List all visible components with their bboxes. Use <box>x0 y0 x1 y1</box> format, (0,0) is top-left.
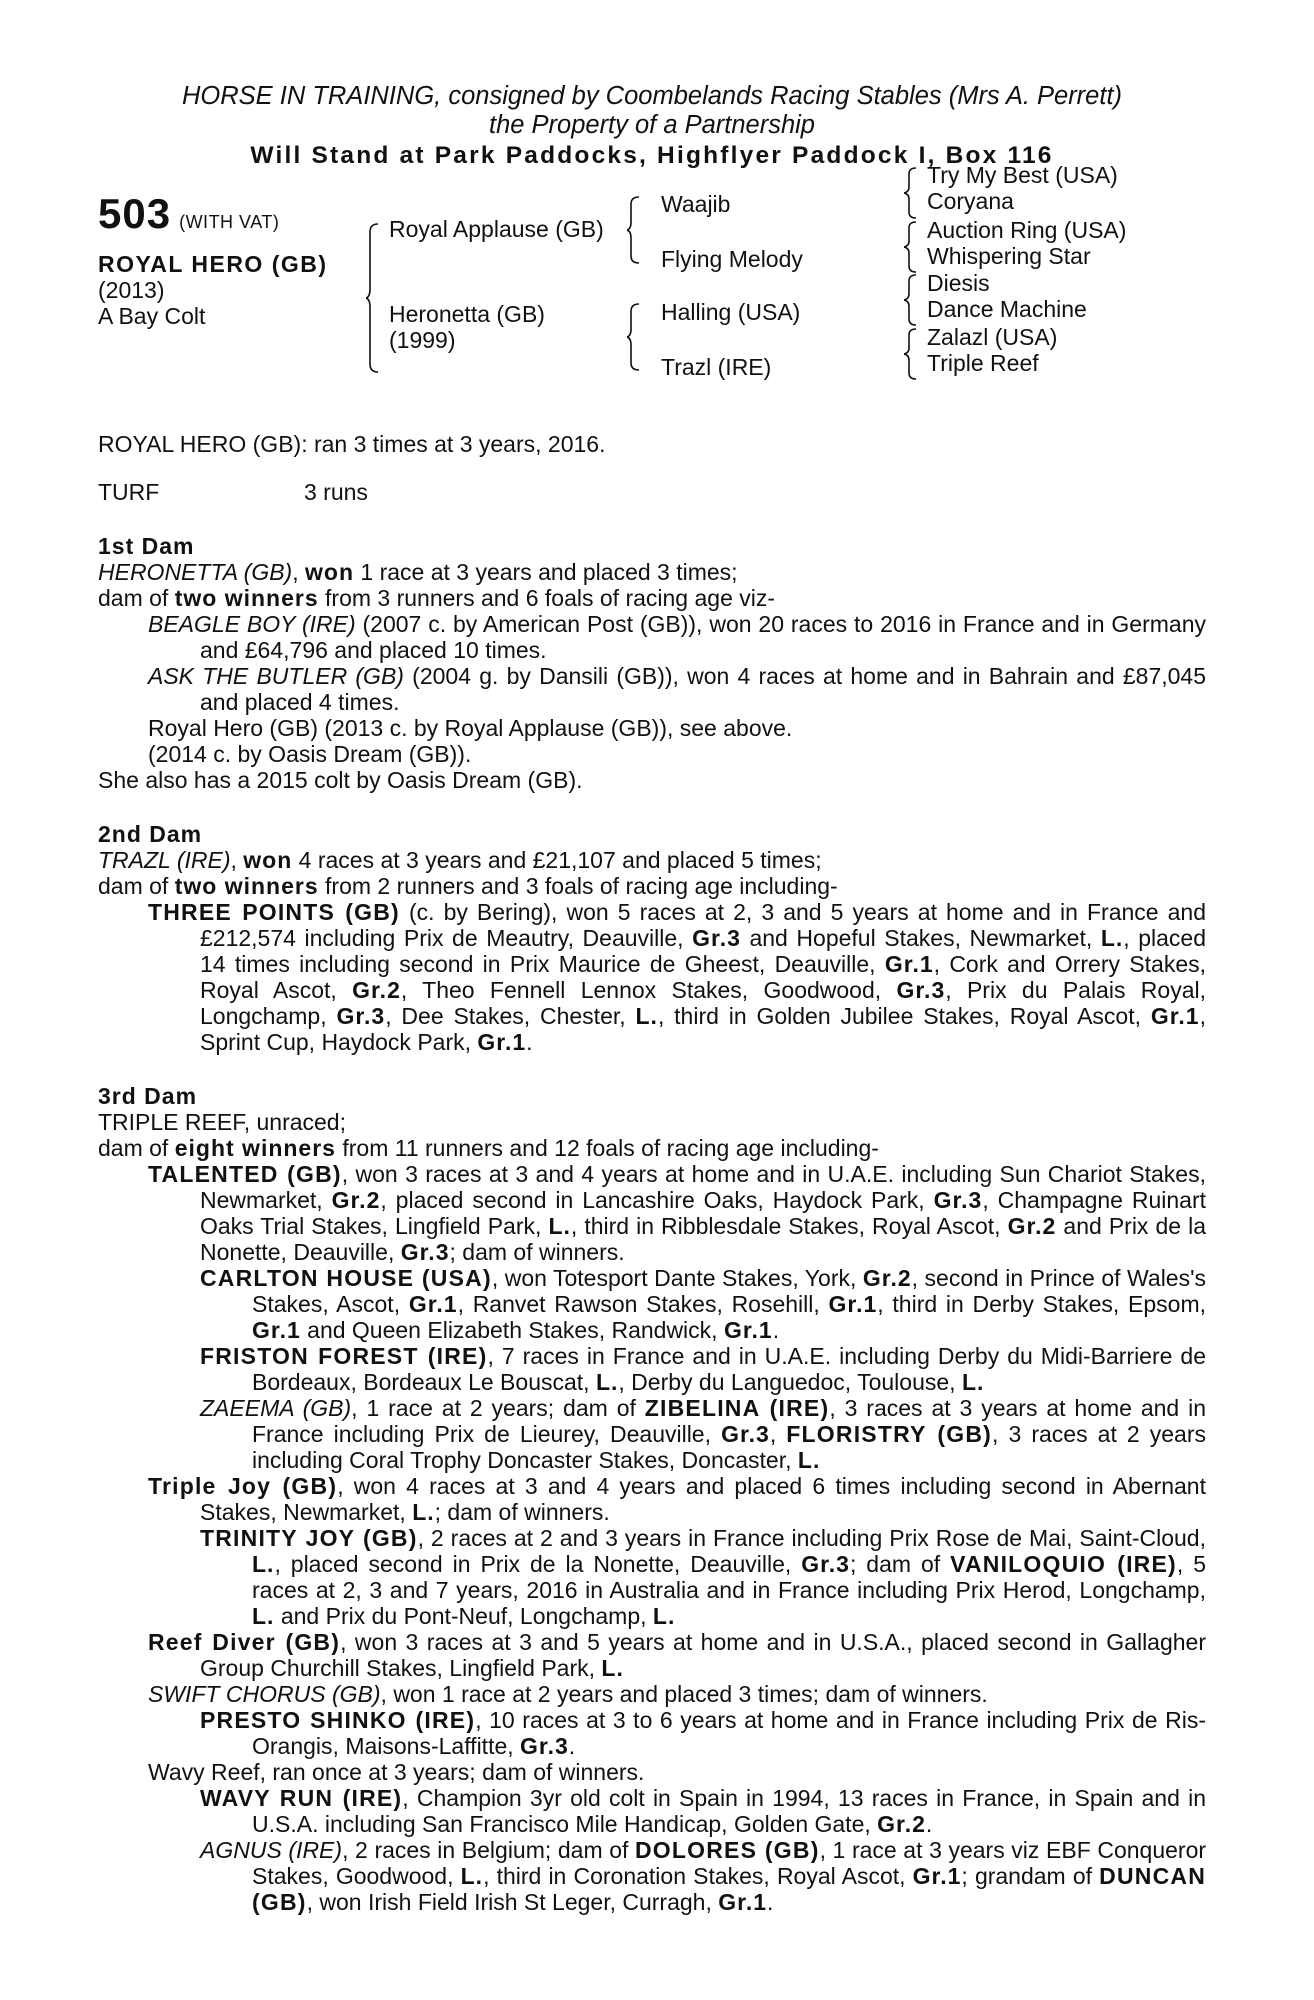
second-dam-section <box>98 821 1206 1055</box>
granddam-4: Triple Reef <box>927 350 1039 376</box>
horse-name: ROYAL HERO (GB) <box>98 251 328 277</box>
produce-three-points: THREE POINTS (GB) (c. by Bering), won 5 races at 2, 3 and 5 years at home and in France and £212,574 including Prix de Meautry, Deauville, Gr.3 and Hopeful Stakes, Newmarket, L., placed 14 times including second in Prix Maurice de Gheest, Deauville, Gr.1, Cork and Orrery Stakes, Royal Ascot, Gr.2, Theo Fennell Lennox Stakes, Goodwood, Gr.3, Prix du Palais Royal, Longchamp, Gr.3, Dee Stakes, Chester, L., third in Golden Jubilee Stakes, Royal Ascot, Gr.1, Sprint Cup, Haydock Park, Gr.1. <box>148 899 1207 1055</box>
grandsire-2: Auction Ring (USA) <box>927 217 1127 243</box>
produce-zaeema: ZAEEMA (GB), 1 race at 2 years; dam of ZIBELINA (IRE), 3 races at 3 years at home and in France including Prix de Lieurey, Deauville, Gr.3, FLORISTRY (GB), 3 races at 2 years including Coral Trophy Doncaster Stakes, Doncaster, L. <box>200 1395 1207 1473</box>
third-dam-produce-summary: dam of eight winners from 11 runners and 12 foals of racing age including- <box>98 1135 879 1161</box>
produce-carlton-house: CARLTON HOUSE (USA), won Totesport Dante Stakes, York, Gr.2, second in Prince of Wales's Stakes, Ascot, Gr.1, Ranvet Rawson Stakes, Rosehill, Gr.1, third in Derby Stakes, Epsom, Gr.1 and Queen Elizabeth Stakes, Randwick, Gr.1. <box>200 1265 1207 1343</box>
third-dam-heading: 3rd Dam <box>98 1083 198 1109</box>
first-dam-produce-summary: dam of two winners from 3 runners and 6 foals of racing age viz- <box>98 585 776 611</box>
third-dam-record: TRIPLE REEF, unraced; <box>98 1109 346 1135</box>
lot-number-line <box>98 191 279 237</box>
dam-sire: Halling (USA) <box>661 299 801 325</box>
pedigree-section <box>98 162 1206 431</box>
dam-year: (1999) <box>389 327 456 353</box>
first-dam-record: HERONETTA (GB), won 1 race at 3 years and placed 3 times; <box>98 559 738 585</box>
surface-runs: 3 runs <box>304 479 368 505</box>
third-dam-section <box>98 1083 1206 1915</box>
vat-note: (WITH VAT) <box>179 212 280 232</box>
brace-gen1 <box>366 223 380 373</box>
produce-2014-colt: (2014 c. by Oasis Dream (GB)). <box>148 741 472 767</box>
horse-description: A Bay Colt <box>98 303 206 329</box>
second-dam-record: TRAZL (IRE), won 4 races at 3 years and £21,107 and placed 5 times; <box>98 847 822 873</box>
brace-g4 <box>904 328 918 380</box>
second-dam-heading: 2nd Dam <box>98 821 203 847</box>
granddam-1: Coryana <box>927 188 1014 214</box>
surface-row <box>98 479 1206 505</box>
produce-wavy-run: WAVY RUN (IRE), Champion 3yr old colt in Spain in 1994, 13 races in France, in Spain and in U.S.A. including San Francisco Mile Handicap, Golden Gate, Gr.2. <box>200 1785 1206 1837</box>
first-dam-heading: 1st Dam <box>98 533 195 559</box>
catalogue-page <box>98 82 1206 1915</box>
surface-label: TURF <box>98 479 160 505</box>
produce-talented: TALENTED (GB), won 3 races at 3 and 4 years at home and in U.A.E. including Sun Chariot Stakes, Newmarket, Gr.2, placed second in Lancashire Oaks, Haydock Park, Gr.3, Champagne Ruinart Oaks Trial Stakes, Lingfield Park, L., third in Ribblesdale Stakes, Royal Ascot, Gr.2 and Prix de la Nonette, Deauville, Gr.3; dam of winners. <box>148 1161 1207 1265</box>
brace-dam-line <box>627 303 641 371</box>
grandsire-1: Try My Best (USA) <box>927 162 1118 188</box>
produce-beagle-boy: BEAGLE BOY (IRE) (2007 c. by American Post (GB)), won 20 races to 2016 in France and in Germany and £64,796 and placed 10 times. <box>148 611 1206 663</box>
produce-agnus: AGNUS (IRE), 2 races in Belgium; dam of DOLORES (GB), 1 race at 3 years viz EBF Conqueror Stakes, Goodwood, L., third in Coronation Stakes, Royal Ascot, Gr.1; grandam of DUNCAN (GB), won Irish Field Irish St Leger, Curragh, Gr.1. <box>200 1837 1207 1915</box>
produce-ask-the-butler: ASK THE BUTLER (GB) (2004 g. by Dansili (GB)), won 4 races at home and in Bahrain and £87,045 and placed 4 times. <box>148 663 1207 715</box>
grandsire-4: Zalazl (USA) <box>927 324 1058 350</box>
grandsire-3: Diesis <box>927 270 990 296</box>
sire-dam: Flying Melody <box>661 246 803 272</box>
first-dam-section <box>98 533 1206 793</box>
second-dam-produce-summary: dam of two winners from 2 runners and 3 foals of racing age including- <box>98 873 838 899</box>
granddam-2: Whispering Star <box>927 243 1091 269</box>
brace-g3 <box>904 274 918 326</box>
lot-number: 503 <box>98 190 172 237</box>
sire-name: Royal Applause (GB) <box>389 216 604 242</box>
produce-2015-note: She also has a 2015 colt by Oasis Dream (GB). <box>98 767 583 793</box>
brace-sire-line <box>627 196 641 264</box>
produce-trinity-joy: TRINITY JOY (GB), 2 races at 2 and 3 years in France including Prix Rose de Mai, Saint-Cloud, L., placed second in Prix de la Nonette, Deauville, Gr.3; dam of VANILOQUIO (IRE), 5 races at 2, 3 and 7 years, 2016 in Australia and in France including Prix Herod, Longchamp, L. and Prix du Pont-Neuf, Longchamp, L. <box>200 1525 1206 1629</box>
granddam-3: Dance Machine <box>927 296 1087 322</box>
produce-presto-shinko: PRESTO SHINKO (IRE), 10 races at 3 to 6 years at home and in France including Prix de Ris-Orangis, Maisons-Laffitte, Gr.3. <box>200 1707 1206 1759</box>
sire-sire: Waajib <box>661 191 731 217</box>
produce-reef-diver: Reef Diver (GB), won 3 races at 3 and 5 years at home and in U.S.A., placed second in Gallagher Group Churchill Stakes, Lingfield Park, L. <box>148 1629 1207 1681</box>
foaling-year: (2013) <box>98 277 165 303</box>
produce-triple-joy: Triple Joy (GB), won 4 races at 3 and 4 years and placed 6 times including second in Abernant Stakes, Newmarket, L.; dam of winners. <box>148 1473 1206 1525</box>
produce-swift-chorus: SWIFT CHORUS (GB), won 1 race at 2 years and placed 3 times; dam of winners. <box>148 1681 988 1707</box>
produce-royal-hero: Royal Hero (GB) (2013 c. by Royal Applause (GB)), see above. <box>148 715 793 741</box>
stabling-line: Will Stand at Park Paddocks, Highflyer Paddock I, Box 116 <box>250 142 1054 169</box>
property-line: the Property of a Partnership <box>488 111 815 139</box>
brace-g2 <box>904 221 918 273</box>
consignor-line: HORSE IN TRAINING, consigned by Coombelands Racing Stables (Mrs A. Perrett) <box>181 82 1123 110</box>
produce-wavy-reef: Wavy Reef, ran once at 3 years; dam of winners. <box>148 1759 645 1785</box>
dam-name: Heronetta (GB) <box>389 301 545 327</box>
produce-friston-forest: FRISTON FOREST (IRE), 7 races in France and in U.A.E. including Derby du Midi-Barriere de Bordeaux, Bordeaux Le Bouscat, L., Derby du Languedoc, Toulouse, L. <box>200 1343 1207 1395</box>
lot-header <box>98 82 1206 169</box>
brace-g1 <box>904 167 918 219</box>
race-record <box>98 431 1206 505</box>
record-summary: ROYAL HERO (GB): ran 3 times at 3 years, 2016. <box>98 431 606 457</box>
dam-dam: Trazl (IRE) <box>661 354 772 380</box>
